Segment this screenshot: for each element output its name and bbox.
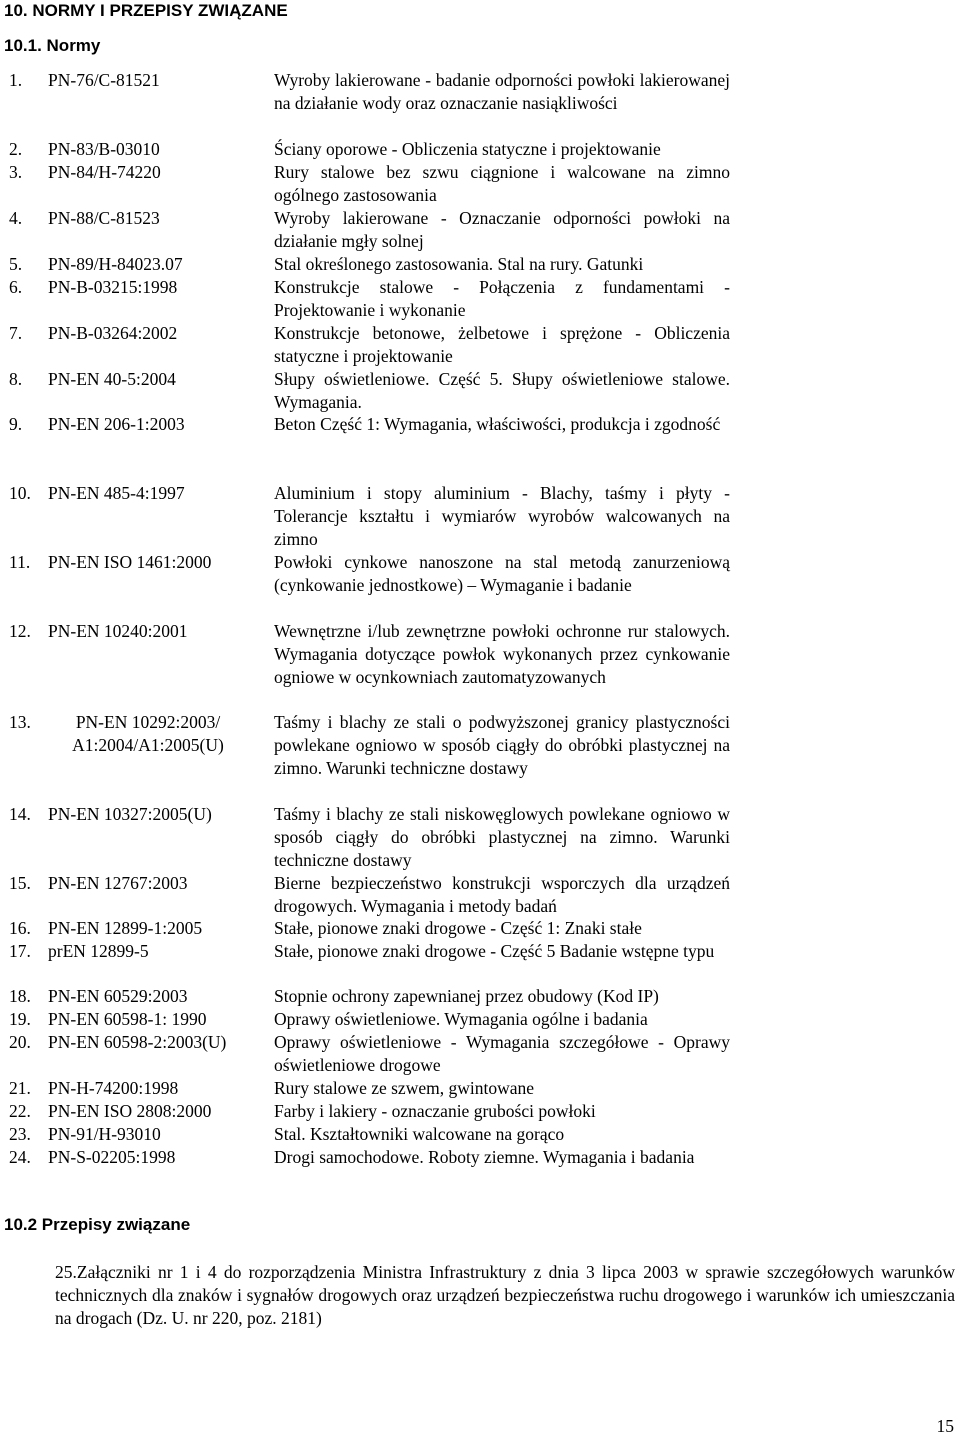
- norm-number: 2.: [9, 139, 23, 159]
- norm-description: Rury stalowe ze szwem, gwintowane: [274, 1078, 534, 1098]
- norm-description: Wyroby lakierowane - badanie odporności powłoki lakierowanej na działanie wody oraz oznaczanie nasiąkliwości: [274, 70, 730, 113]
- norm-number: 23.: [9, 1124, 31, 1144]
- norm-code: PN-84/H-74220: [48, 162, 161, 182]
- norm-code: PN-89/H-84023.07: [48, 254, 183, 274]
- norm-code: PN-EN 60598-2:2003(U): [48, 1032, 227, 1052]
- norm-description: Oprawy oświetleniowe. Wymagania ogólne i badania: [274, 1009, 648, 1029]
- norm-number: 22.: [9, 1101, 31, 1121]
- norm-code: PN-91/H-93010: [48, 1124, 161, 1144]
- norm-description: Konstrukcje stalowe - Połączenia z fundamentami - Projektowanie i wykonanie: [274, 277, 730, 320]
- norm-number: 1.: [9, 70, 23, 90]
- regulation-paragraph: 25.Załączniki nr 1 i 4 do rozporządzenia Ministra Infrastruktury z dnia 3 lipca 2003 w sprawie szczegółowych warunków technicznych dla znaków i sygnałów drogowych oraz urządzeń bezpieczeństwa ruchu drogowego i warunków ich umieszczania na drogach (Dz. U. nr 220, poz. 2181): [55, 1262, 955, 1328]
- norm-number: 10.: [9, 483, 31, 503]
- norm-description: Oprawy oświetleniowe - Wymagania szczegółowe - Oprawy oświetleniowe drogowe: [274, 1032, 730, 1075]
- norm-number: 8.: [9, 369, 23, 389]
- norm-code: PN-EN 12899-1:2005: [48, 918, 203, 938]
- norm-code: PN-EN 10327:2005(U): [48, 804, 212, 824]
- norm-description: Stal określonego zastosowania. Stal na rury. Gatunki: [274, 254, 644, 274]
- norm-number: 11.: [9, 552, 31, 572]
- norm-description: Stopnie ochrony zapewnianej przez obudowy (Kod IP): [274, 986, 659, 1006]
- norm-code: PN-EN 206-1:2003: [48, 414, 185, 434]
- norm-description: Konstrukcje betonowe, żelbetowe i sprężone - Obliczenia statyczne i projektowanie: [274, 323, 730, 366]
- norm-number: 12.: [9, 621, 31, 641]
- norm-code: PN-EN 10292:2003/ A1:2004/A1:2005(U): [72, 712, 224, 755]
- norm-code: prEN 12899-5: [48, 941, 149, 961]
- norm-code: PN-EN 60529:2003: [48, 986, 188, 1006]
- norm-code: PN-EN 60598-1: 1990: [48, 1009, 207, 1029]
- norm-number: 7.: [9, 323, 23, 343]
- subsection-heading-norms: 10.1. Normy: [4, 36, 101, 55]
- norm-code: PN-H-74200:1998: [48, 1078, 179, 1098]
- norm-number: 24.: [9, 1147, 31, 1167]
- norm-description: Powłoki cynkowe nanoszone na stal metodą zanurzeniową (cynkowanie jednostkowe) – Wymaganie i badanie: [274, 552, 730, 595]
- norm-description: Beton Część 1: Wymagania, właściwości, produkcja i zgodność: [274, 414, 721, 434]
- norm-code: PN-EN 12767:2003: [48, 873, 188, 893]
- norm-number: 9.: [9, 414, 23, 434]
- norm-code: PN-EN 485-4:1997: [48, 483, 185, 503]
- section-heading: 10. NORMY I PRZEPISY ZWIĄZANE: [4, 1, 288, 20]
- norm-description: Stal. Kształtowniki walcowane na gorąco: [274, 1124, 565, 1144]
- norm-number: 19.: [9, 1009, 31, 1029]
- norm-description: Bierne bezpieczeństwo konstrukcji wsporczych dla urządzeń drogowych. Wymagania i metody badań: [274, 873, 730, 916]
- norm-number: 6.: [9, 277, 23, 297]
- norm-code: PN-EN ISO 1461:2000: [48, 552, 212, 572]
- norm-number: 14.: [9, 804, 31, 824]
- norm-description: Rury stalowe bez szwu ciągnione i walcowane na zimno ogólnego zastosowania: [274, 162, 730, 205]
- norm-code: PN-EN ISO 2808:2000: [48, 1101, 212, 1121]
- norm-description: Ściany oporowe - Obliczenia statyczne i projektowanie: [274, 139, 661, 159]
- norm-description: Stałe, pionowe znaki drogowe - Część 5 Badanie wstępne typu: [274, 941, 715, 961]
- norm-code: PN-B-03215:1998: [48, 277, 178, 297]
- norm-description: Taśmy i blachy ze stali o podwyższonej granicy plastyczności powlekane ogniowo w sposób ciągły do obróbki plastycznej na zimno. Warunki techniczne dostawy: [274, 712, 730, 778]
- subsection-heading-regulations: 10.2 Przepisy związane: [4, 1215, 191, 1234]
- norm-description: Słupy oświetleniowe. Część 5. Słupy oświetleniowe stalowe. Wymagania.: [274, 369, 730, 412]
- norm-number: 18.: [9, 986, 31, 1006]
- norm-description: Farby i lakiery - oznaczanie grubości powłoki: [274, 1101, 596, 1121]
- norm-number: 16.: [9, 918, 31, 938]
- norm-number: 15.: [9, 873, 31, 893]
- norm-number: 3.: [9, 162, 23, 182]
- norm-description: Taśmy i blachy ze stali niskowęglowych powlekane ogniowo w sposób ciągły do obróbki plastycznej na zimno. Warunki techniczne dostawy: [274, 804, 730, 870]
- norm-code: PN-83/B-03010: [48, 139, 160, 159]
- norm-code: PN-76/C-81521: [48, 70, 160, 90]
- norm-description: Wyroby lakierowane - Oznaczanie odporności powłoki na działanie mgły solnej: [274, 208, 730, 251]
- norm-number: 20.: [9, 1032, 31, 1052]
- norm-code: PN-B-03264:2002: [48, 323, 178, 343]
- norm-code: PN-S-02205:1998: [48, 1147, 176, 1167]
- norm-description: Wewnętrzne i/lub zewnętrzne powłoki ochronne rur stalowych. Wymagania dotyczące powłok wykonanych przez cynkowanie ogniowe w ocynkowniach zautomatyzowanych: [274, 621, 730, 687]
- norm-description: Aluminium i stopy aluminium - Blachy, taśmy i płyty - Tolerancje kształtu i wymiarów wyrobów walcowanych na zimno: [274, 483, 730, 549]
- norm-code: PN-88/C-81523: [48, 208, 160, 228]
- norm-description: Drogi samochodowe. Roboty ziemne. Wymagania i badania: [274, 1147, 695, 1167]
- norm-number: 5.: [9, 254, 23, 274]
- norm-code: PN-EN 40-5:2004: [48, 369, 176, 389]
- page-number: 15: [936, 1416, 954, 1436]
- norm-number: 17.: [9, 941, 31, 961]
- norm-number: 21.: [9, 1078, 31, 1098]
- norm-code: PN-EN 10240:2001: [48, 621, 188, 641]
- norm-number: 4.: [9, 208, 23, 228]
- norm-number: 13.: [9, 712, 31, 732]
- norm-description: Stałe, pionowe znaki drogowe - Część 1: Znaki stałe: [274, 918, 642, 938]
